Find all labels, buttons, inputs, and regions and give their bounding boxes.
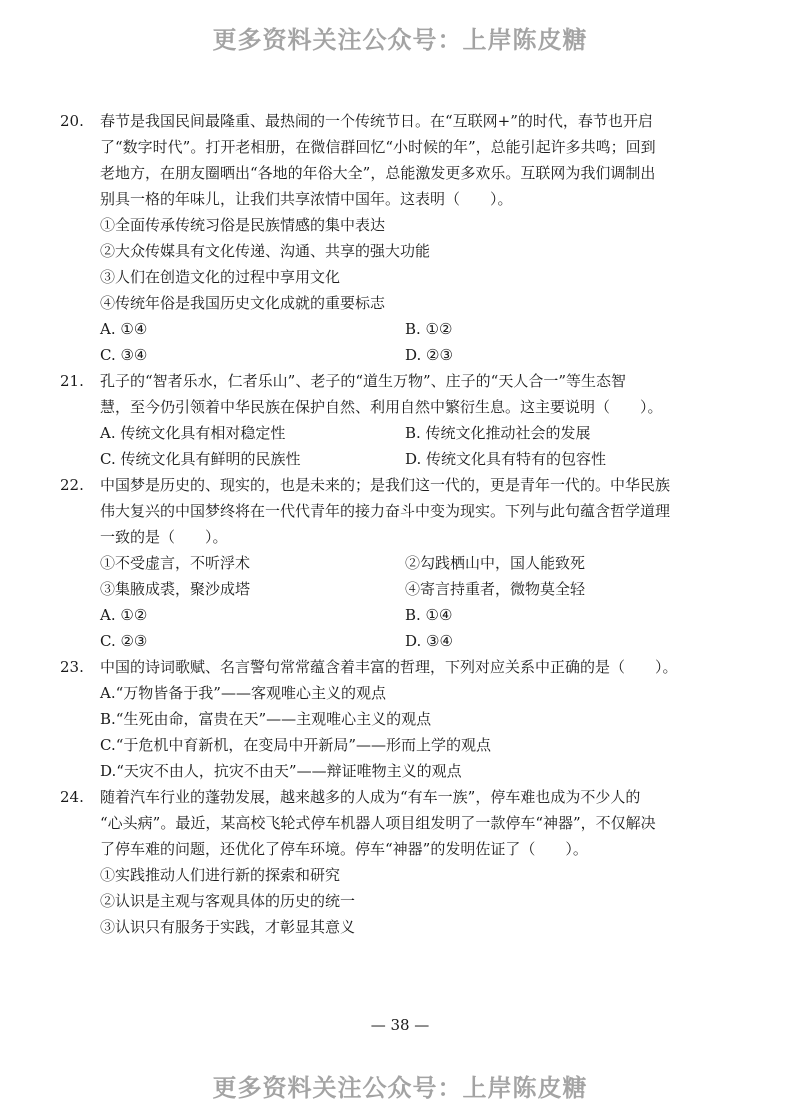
option-a: A. ①④ <box>100 320 148 338</box>
statement-row <box>60 576 740 602</box>
option-d: D. ③④ <box>405 632 453 650</box>
statement: ②大众传媒具有文化传递、沟通、共享的强大功能 <box>100 242 431 260</box>
question-22 <box>60 472 740 654</box>
option-row <box>60 342 740 368</box>
exam-page <box>60 108 740 940</box>
page-number: — 38 — <box>370 1016 430 1034</box>
option-c: C. 传统文化具有鲜明的民族性 <box>100 450 301 468</box>
option-b: B. ①② <box>405 320 453 338</box>
option-d: D. 传统文化具有特有的包容性 <box>405 450 607 468</box>
statement: ③人们在创造文化的过程中享用文化 <box>100 268 341 286</box>
option-d: D. ②③ <box>405 346 453 364</box>
option-row <box>60 420 740 446</box>
question-text-line: 中国梦是历史的、现实的，也是未来的；是我们这一代的，更是青年一代的。中华民族 <box>100 476 671 494</box>
option-c: C.“于危机中育新机，在变局中开新局”——形而上学的观点 <box>100 736 492 754</box>
question-23 <box>60 654 740 784</box>
question-text-line: 中国的诗词歌赋、名言警句常常蕴含着丰富的哲理，下列对应关系中正确的是（ ）。 <box>100 658 678 676</box>
question-24 <box>60 784 740 940</box>
question-text-line: 一致的是（ ）。 <box>100 528 228 546</box>
option-a: A.“万物皆备于我”——客观唯心主义的观点 <box>100 684 386 702</box>
statement: ③集腋成裘，聚沙成塔 <box>100 580 251 598</box>
question-text-line: 了“数字时代”。打开老相册，在微信群回忆“小时候的年”，总能引起许多共鸣；回到 <box>100 138 656 156</box>
question-21 <box>60 368 740 472</box>
option-b: B. ①④ <box>405 606 453 624</box>
option-d: D.“天灾不由人，抗灾不由天”——辩证唯物主义的观点 <box>100 762 462 780</box>
statement-row <box>60 550 740 576</box>
option-c: C. ③④ <box>100 346 148 364</box>
option-row <box>60 628 740 654</box>
watermark-bottom: 更多资料关注公众号：上岸陈皮糖 <box>212 1074 588 1102</box>
statement: ④寄言持重者，微物莫全轻 <box>405 580 586 598</box>
question-number: 23. <box>60 658 84 676</box>
option-b: B. 传统文化推动社会的发展 <box>405 424 591 442</box>
question-text-line: 老地方，在朋友圈晒出“各地的年俗大全”，总能激发更多欢乐。互联网为我们调制出 <box>100 164 656 182</box>
option-row <box>60 446 740 472</box>
option-a: A. 传统文化具有相对稳定性 <box>100 424 286 442</box>
question-number: 20. <box>60 112 84 130</box>
question-number: 24. <box>60 788 84 806</box>
option-c: C. ②③ <box>100 632 148 650</box>
question-text-line: 慧，至今仍引领着中华民族在保护自然、利用自然中繁衍生息。这主要说明（ ）。 <box>100 398 663 416</box>
question-number: 22. <box>60 476 84 494</box>
question-text-line: 了停车难的问题，还优化了停车环境。停车“神器”的发明佐证了（ ）。 <box>100 840 588 858</box>
option-row <box>60 316 740 342</box>
statement: ①不受虚言，不听浮术 <box>100 554 251 572</box>
statement: ②勾践栖山中，国人能致死 <box>405 554 586 572</box>
question-text-line: 随着汽车行业的蓬勃发展，越来越多的人成为“有车一族”，停车难也成为不少人的 <box>100 788 641 806</box>
option-row <box>60 602 740 628</box>
statement: ②认识是主观与客观具体的历史的统一 <box>100 892 356 910</box>
question-20 <box>60 108 740 368</box>
question-text-line: 孔子的“智者乐水，仁者乐山”、老子的“道生万物”、庄子的“天人合一”等生态智 <box>100 372 627 390</box>
question-text-line: “心头病”。最近，某高校飞轮式停车机器人项目组发明了一款停车“神器”，不仅解决 <box>100 814 656 832</box>
statement: ①全面传承传统习俗是民族情感的集中表达 <box>100 216 386 234</box>
watermark-top: 更多资料关注公众号：上岸陈皮糖 <box>212 26 588 54</box>
question-text-line: 别具一格的年味儿，让我们共享浓情中国年。这表明（ ）。 <box>100 190 513 208</box>
option-b: B.“生死由命，富贵在天”——主观唯心主义的观点 <box>100 710 432 728</box>
statement: ③认识只有服务于实践，才彰显其意义 <box>100 918 356 936</box>
question-number: 21. <box>60 372 84 390</box>
option-a: A. ①② <box>100 606 148 624</box>
statement: ①实践推动人们进行新的探索和研究 <box>100 866 341 884</box>
question-text-line: 春节是我国民间最隆重、最热闹的一个传统节日。在“互联网+”的时代，春节也开启 <box>100 112 653 130</box>
question-text-line: 伟大复兴的中国梦终将在一代代青年的接力奋斗中变为现实。下列与此句蕴含哲学道理 <box>100 502 671 520</box>
statement: ④传统年俗是我国历史文化成就的重要标志 <box>100 294 386 312</box>
